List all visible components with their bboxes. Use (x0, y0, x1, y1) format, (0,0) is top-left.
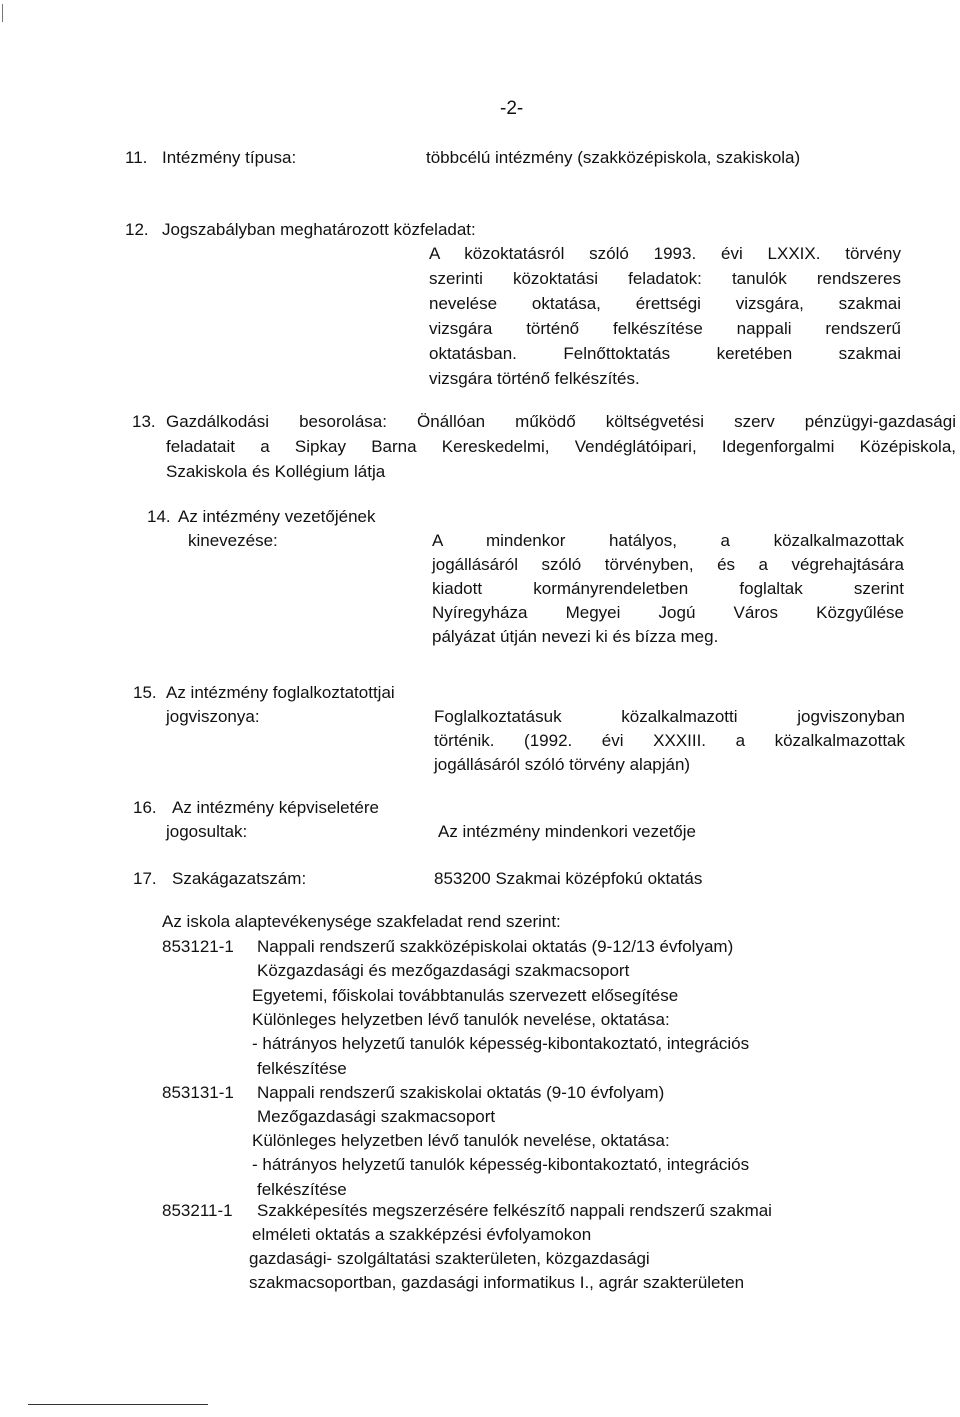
item-11-value: többcélú intézmény (szakközépiskola, szakiskola) (426, 148, 801, 167)
activity-detail-line: Különleges helyzetben lévő tanulók nevelése, oktatása: (252, 1131, 670, 1150)
activity-detail-line: Mezőgazdasági szakmacsoport (257, 1107, 496, 1126)
item-14-label: kinevezése: (188, 531, 278, 550)
item-13-text-line: Szakiskola és Kollégium látja (166, 462, 386, 481)
activity-title: Nappali rendszerű szakiskolai oktatás (9-10 évfolyam) (257, 1083, 665, 1102)
item-12-text-line: oktatásban. Felnőttoktatás keretében szakmai (429, 344, 901, 363)
item-12-number: 12. (125, 220, 149, 239)
activity-detail-line: - hátrányos helyzetű tanulók képesség-kibontakoztató, integrációs (252, 1155, 750, 1174)
activity-detail-line: szakmacsoportban, gazdasági informatikus I., agrár szakterületen (249, 1273, 745, 1292)
item-17-value: 853200 Szakmai középfokú oktatás (434, 869, 703, 888)
activity-detail-line: felkészítése (257, 1180, 347, 1199)
activity-detail-line: Egyetemi, főiskolai továbbtanulás szervezett elősegítése (252, 986, 679, 1005)
item-11-label: Intézmény típusa: (162, 148, 297, 167)
item-14-text-line: kiadott kormányrendeletben foglaltak szerint (432, 579, 904, 598)
item-16-label: jogosultak: (166, 822, 248, 841)
activity-code: 853131-1 (162, 1083, 234, 1102)
item-11-number: 11. (125, 148, 148, 167)
item-16-value: Az intézmény mindenkori vezetője (438, 822, 696, 841)
item-12-text-line: szerinti közoktatási feladatok: tanulók rendszeres (429, 269, 901, 288)
item-15-text-line: történik. (1992. évi XXXIII. a közalkalmazottak (434, 731, 905, 750)
item-15-text-line: jogállásáról szóló törvény alapján) (434, 755, 691, 774)
item-14-text-line: jogállásáról szóló törvényben, és a végrehajtására (432, 555, 904, 574)
activity-detail-line: - hátrányos helyzetű tanulók képesség-kibontakoztató, integrációs (252, 1034, 750, 1053)
item-14-number: 14. (147, 507, 171, 526)
activity-detail-line: felkészítése (257, 1059, 347, 1078)
item-12-label: Jogszabályban meghatározott közfeladat: (162, 220, 476, 239)
item-13-number: 13. (132, 412, 156, 431)
item-12-text-line: A közoktatásról szóló 1993. évi LXXIX. törvény (429, 244, 901, 263)
activity-title: Szakképesítés megszerzésére felkészítő nappali rendszerű szakmai (257, 1201, 772, 1220)
item-15-number: 15. (133, 683, 157, 702)
item-17-number: 17. (133, 869, 157, 888)
item-14-label: Az intézmény vezetőjének (178, 507, 376, 526)
page-number: -2- (500, 98, 524, 119)
scan-artifact-top-left (2, 4, 3, 22)
item-12-text-line: vizsgára történő felkészítés. (429, 369, 640, 388)
item-16-label: Az intézmény képviseletére (172, 798, 379, 817)
item-12-text-line: nevelése oktatása, érettségi vizsgára, szakmai (429, 294, 901, 313)
activity-detail-line: Közgazdasági és mezőgazdasági szakmacsoport (257, 961, 630, 980)
item-17-label: Szakágazatszám: (172, 869, 307, 888)
activity-code: 853121-1 (162, 937, 234, 956)
item-12-text-line: vizsgára történő felkészítése nappali rendszerű (429, 319, 901, 338)
item-13-text-line: feladatait a Sipkay Barna Kereskedelmi, Vendéglátóipari, Idegenforgalmi Középiskola, (166, 437, 956, 456)
activity-detail-line: gazdasági- szolgáltatási szakterületen, közgazdasági (249, 1249, 650, 1268)
item-14-text-line: A mindenkor hatályos, a közalkalmazottak (432, 531, 904, 550)
item-15-text-line: Foglalkoztatásuk közalkalmazotti jogviszonyban (434, 707, 905, 726)
item-13-text-line: Gazdálkodási besorolása: Önállóan működő költségvetési szerv pénzügyi-gazdasági (166, 412, 956, 431)
activity-detail-line: Különleges helyzetben lévő tanulók nevelése, oktatása: (252, 1010, 670, 1029)
item-15-label: Az intézmény foglalkoztatottjai (166, 683, 395, 702)
scan-artifact-bottom-line (28, 1404, 208, 1405)
activity-title: Nappali rendszerű szakközépiskolai oktatás (9-12/13 évfolyam) (257, 937, 734, 956)
item-15-label: jogviszonya: (166, 707, 260, 726)
item-14-text-line: Nyíregyháza Megyei Jogú Város Közgyűlése (432, 603, 904, 622)
item-16-number: 16. (133, 798, 157, 817)
item-14-text-line: pályázat útján nevezi ki és bízza meg. (432, 627, 719, 646)
activity-code: 853211-1 (162, 1201, 233, 1220)
activity-detail-line: elméleti oktatás a szakképzési évfolyamokon (252, 1225, 592, 1244)
activities-heading: Az iskola alaptevékenysége szakfeladat rend szerint: (162, 912, 561, 931)
